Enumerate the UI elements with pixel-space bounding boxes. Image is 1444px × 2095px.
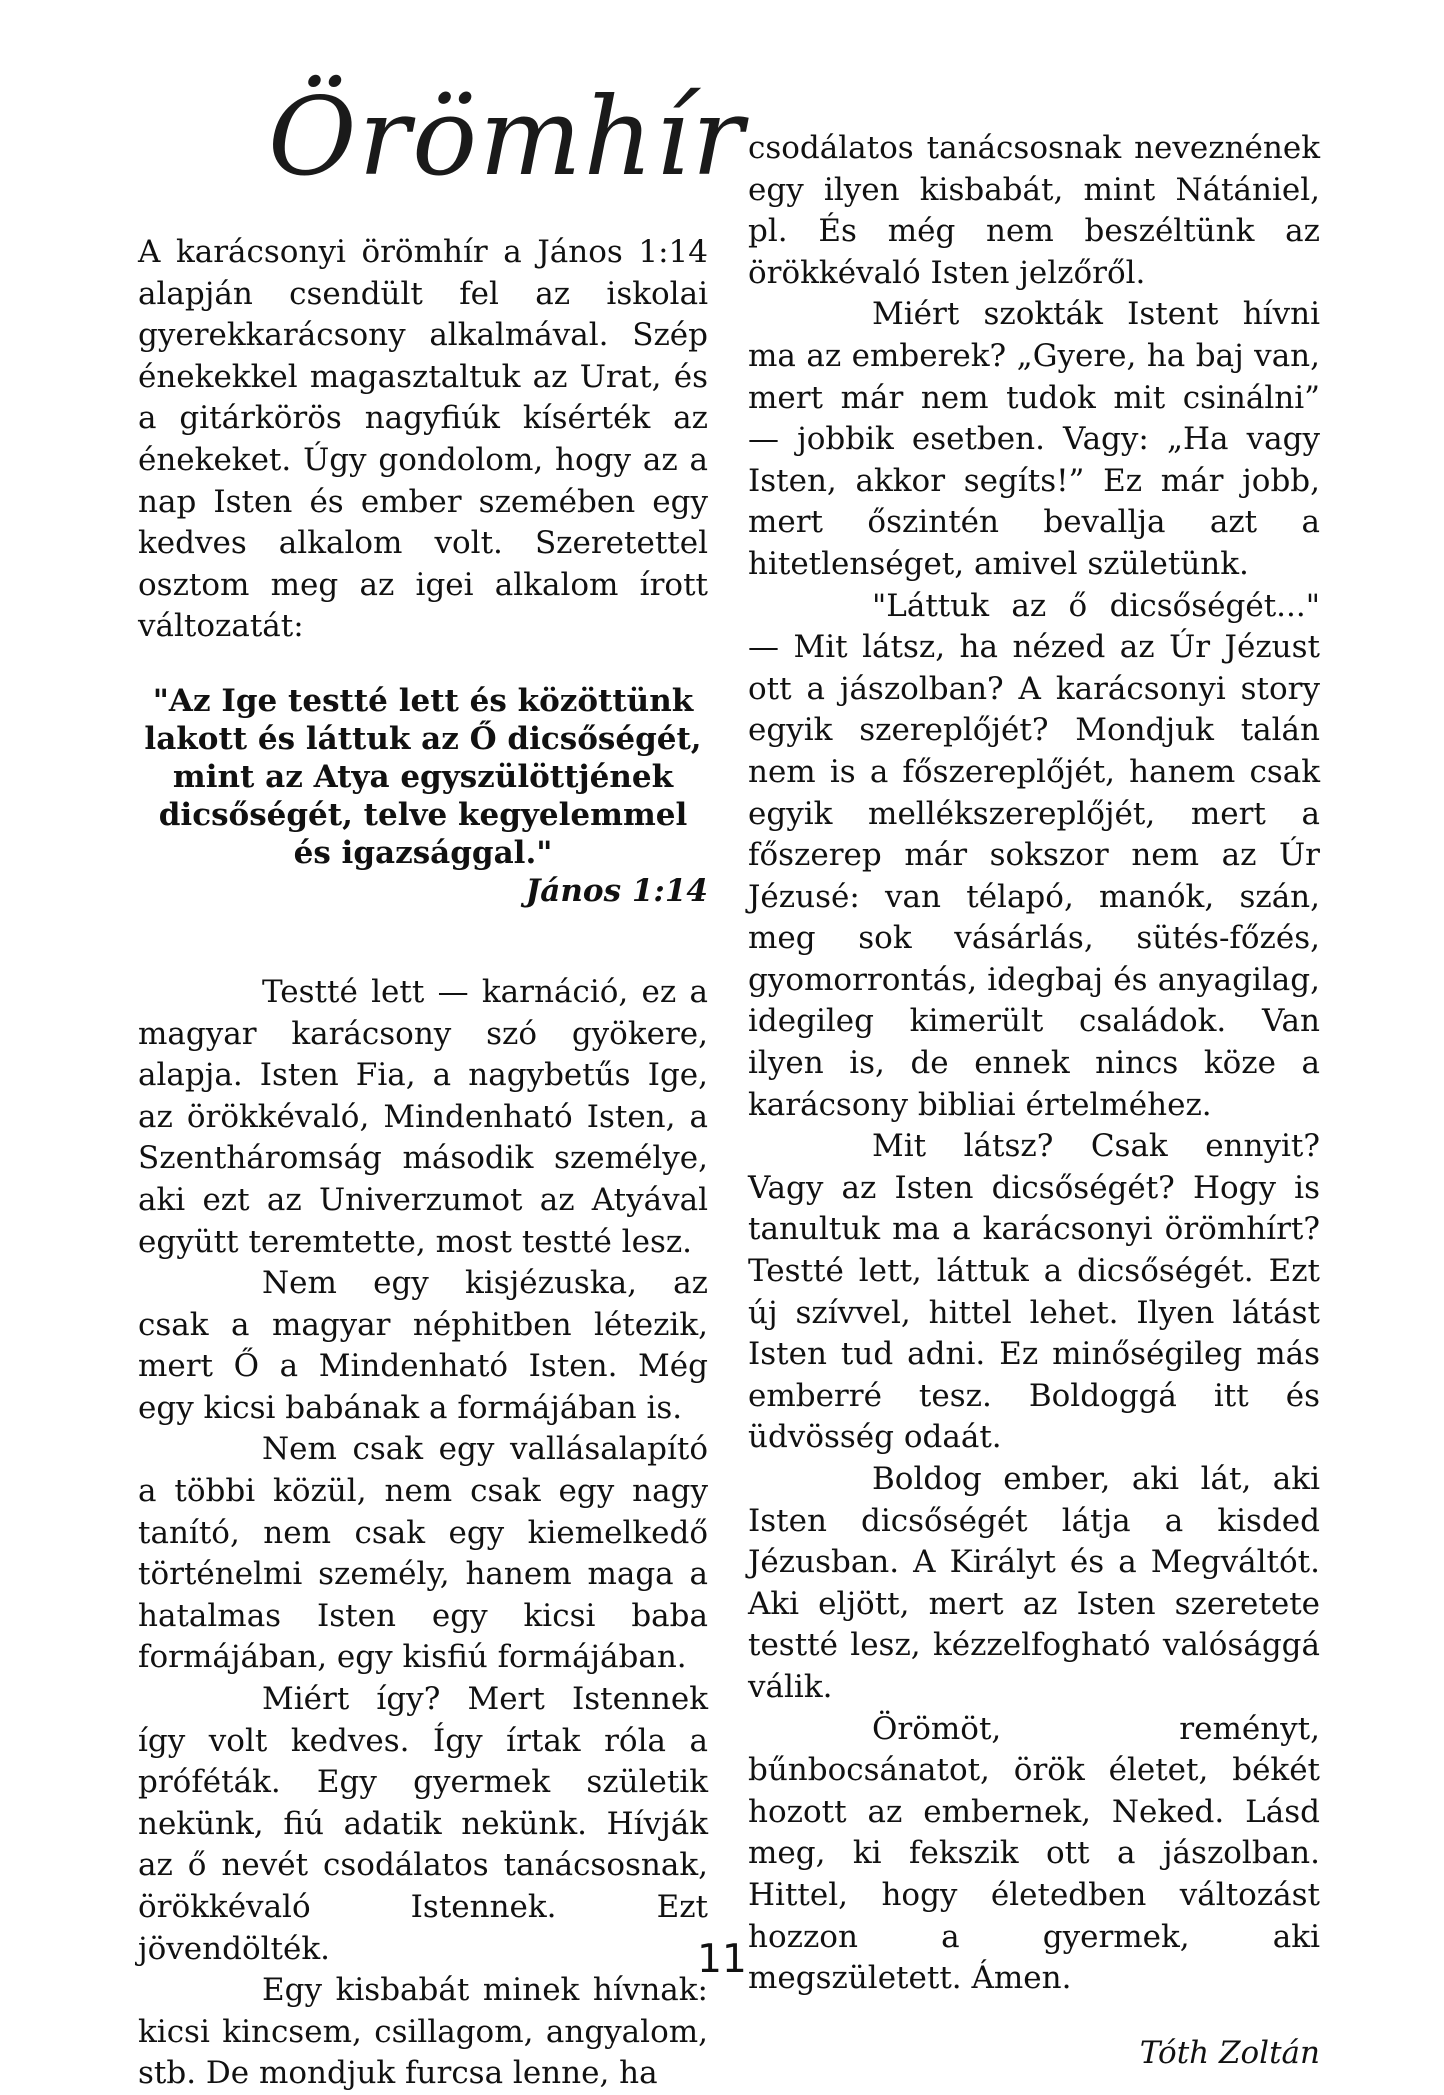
paragraph: "Láttuk az ő dicsőségét..." — Mit látsz, ha nézed az Úr Jézust ott a jászolban? A karácsonyi story egyik szereplőjét? Mondjuk talán nem is a főszereplőjét, hanem csak egyik mellékszereplőjét, mert a főszerep már sokszor nem az Úr Jézusé: van télapó, manók, szán, meg sok vásárlás, sütés-főzés, gyomorrontás, idegbaj és anyagilag, idegileg kimerült családok. Van ilyen is, de ennek nincs köze a karácsony bibliai értelméhez. <box>748 587 1320 1123</box>
left-column <box>138 232 708 2095</box>
intro-paragraph: A karácsonyi örömhír a János 1:14 alapján csendült fel az iskolai gyerekkarácsony alkalmával. Szép énekekkel magasztaltuk az Urat, és a gitárkörös nagyfiúk kísérték az énekeket. Úgy gondolom, hogy az a nap Isten és ember szemében egy kedves alkalom volt. Szeretettel osztom meg az igei alkalom írott változatát: <box>138 234 708 645</box>
page-number: 11 <box>697 1937 747 1982</box>
scripture-quote: "Az Ige testté lett és közöttünk lakott és láttuk az Ő dicsőségét, mint az Atya egyszülöttjének dicsőségét, telve kegyelemmel és igazsággal." <box>144 682 702 871</box>
paragraph: Miért így? Mert Istennek így volt kedves. Így írtak róla a próféták. Egy gyermek születik nekünk, fiú adatik nekünk. Hívják az ő nevét csodálatos tanácsosnak, örökkévaló Istennek. Ezt jövendölték. <box>138 1681 708 1967</box>
paragraph: Miért szokták Istent hívni ma az emberek? „Gyere, ha baj van, mert már nem tudok mit csinálni” — jobbik esetben. Vagy: „Ha vagy Isten, akkor segíts!” Ez már jobb, mert őszintén bevallja azt a hitetlenséget, amivel születünk. <box>748 296 1320 582</box>
right-column <box>748 128 1320 2074</box>
continued-paragraph: csodálatos tanácsosnak neveznének egy ilyen kisbabát, mint Nátániel, pl. És még nem beszéltünk az örökkévaló Isten jelzőről. <box>748 130 1320 291</box>
author-signature: Tóth Zoltán <box>1139 2034 1320 2071</box>
paragraph: Testté lett — karnáció, ez a magyar karácsony szó gyökere, alapja. Isten Fia, a nagybetűs Ige, az örökkévaló, Mindenható Isten, a Szentháromság második személye, aki ezt az Univerzumot az Atyával együtt teremtette, most testté lesz. <box>138 973 708 1260</box>
paragraph: Mit látsz? Csak ennyit? Vagy az Isten dicsőségét? Hogy is tanultuk ma a karácsonyi örömhírt? Testté lett, láttuk a dicsőségét. Ezt új szívvel, hittel lehet. Ilyen látást Isten tud adni. Ez minőségileg más emberré tesz. Boldoggá itt és üdvösség odaát. <box>748 1128 1320 1456</box>
paragraph: Nem egy kisjézuska, az csak a magyar néphitben létezik, mert Ő a Mindenható Isten. Még egy kicsi babának a formájában is. <box>138 1265 708 1426</box>
paragraph: Örömöt, reményt, bűnbocsánatot, örök életet, békét hozott az embernek, Neked. Lásd meg, ki fekszik ott a jászolban. Hittel, hogy életedben változást hozzon a gyermek, aki megszületett. Ámen. <box>748 1710 1320 1997</box>
paragraph: Boldog ember, aki lát, aki Isten dicsőségét látja a kisded Jézusban. A Királyt és a Megváltót. Aki eljött, mert az Isten szeretete testté lesz, kézzelfogható valósággá válik. <box>748 1461 1320 1705</box>
page-title: Örömhír <box>268 75 746 200</box>
paragraph: Egy kisbabát minek hívnak: kicsi kincsem, csillagom, angyalom, stb. De mondjuk furcsa lenne, ha <box>138 1972 708 2092</box>
paragraph: Nem csak egy vallásalapító a többi közül, nem csak egy nagy tanító, nem csak egy kiemelkedő történelmi személy, hanem maga a hatalmas Isten egy kicsi baba formájában, egy kisfiú formájában. <box>138 1431 708 1676</box>
scripture-reference: János 1:14 <box>525 872 708 909</box>
